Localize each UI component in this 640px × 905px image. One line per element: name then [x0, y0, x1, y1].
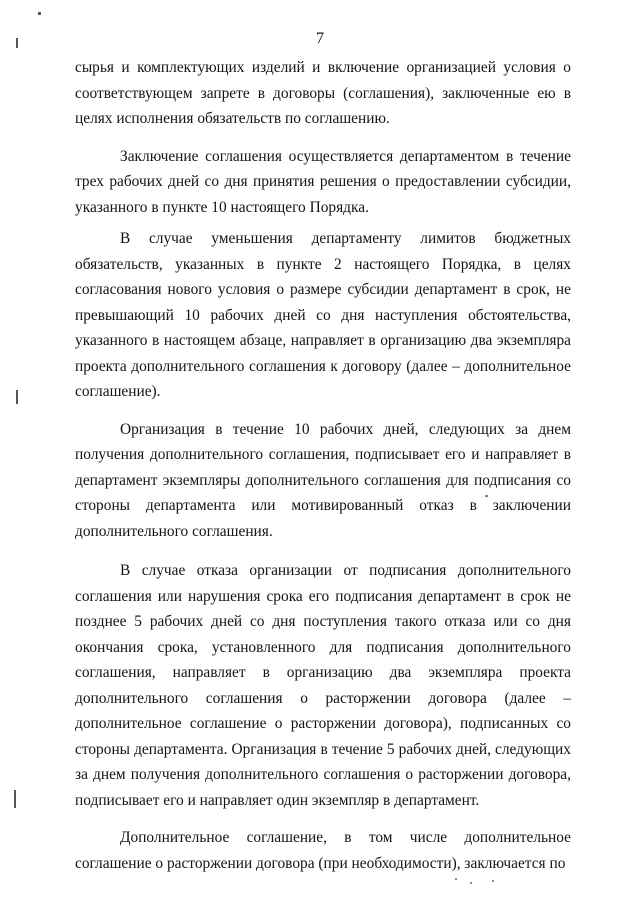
- page-number: 7: [316, 30, 324, 47]
- paragraph: Заключение соглашения осуществляется департаментом в течение трех рабочих дней со дня принятия решения о предоставлении субсидии, указанного в пункте 10 настоящего Порядка.: [75, 147, 571, 216]
- scan-mark: [16, 390, 18, 404]
- scan-dot: [492, 880, 494, 882]
- scan-dot: [455, 878, 457, 880]
- paragraph: В случае уменьшения департаменту лимитов бюджетных обязательств, указанных в пункте 2 настоящего Порядка, в целях согласования нового условия о размере субсидии департамент в срок, не превышающий 10 рабочих дней со дня наступления обстоятельства, указанного в настоящем абзаце, направляет в организацию два экземпляра проекта дополнительного соглашения к договору (далее – дополнительное соглашение).: [75, 230, 571, 400]
- scan-mark: [14, 790, 16, 808]
- document-body: [75, 55, 571, 876]
- scan-mark: [38, 12, 41, 15]
- paragraph: сырья и комплектующих изделий и включение организацией условия о соответствующем запрете в договоры (соглашения), заключенные ею в целях исполнения обязательств по соглашению.: [75, 59, 571, 127]
- paragraph: В случае отказа организации от подписания дополнительного соглашения или нарушения срока его подписания департамент в срок не позднее 5 рабочих дней со дня поступления такого отказа или со дня окончания срока, установленного для подписания дополнительного соглашения, направляет в организацию два экземпляра проекта дополнительного соглашения о расторжении договора (далее – дополнительное соглашение о расторжении договора), подписанных со стороны департамента. Организация в течение 5 рабочих дней, следующих за днем получения дополнительного соглашения о расторжении договора, подписывает его и направляет один экземпляр в департамент.: [75, 562, 571, 809]
- scan-dot: [470, 882, 472, 884]
- paragraph: Организация в течение 10 рабочих дней, следующих за днем получения дополнительного соглашения, подписывает его и направляет в департамент экземпляры дополнительного соглашения для подписания со стороны департамента или мотивированный отказ в заключении дополнительного соглашения.: [75, 420, 571, 540]
- paragraph: Дополнительное соглашение, в том числе дополнительное соглашение о расторжении договора (при необходимости), заключается по: [75, 829, 571, 872]
